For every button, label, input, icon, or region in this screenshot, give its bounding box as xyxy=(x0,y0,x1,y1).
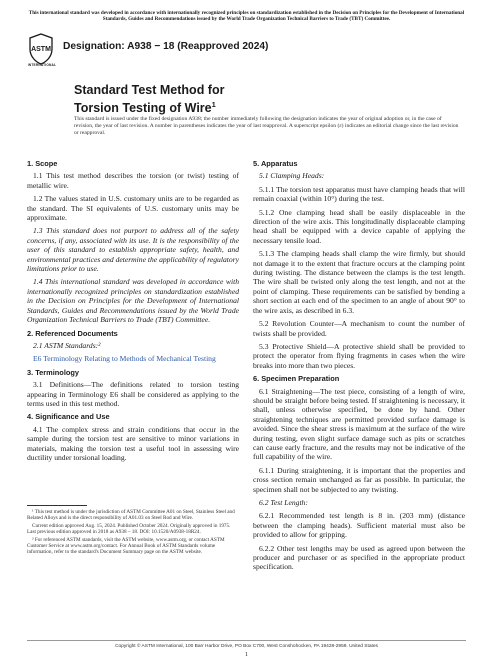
standardization-notice: This international standard was developed in accordance with internationally recognized principles on standardization established in the Decision on Principles for the Development of International Standards, Guides and Recommendations issued by the World Trade Organization Technical Barriers to Trade (TBT) Committee. xyxy=(28,10,465,23)
footnote-divider xyxy=(27,505,87,506)
paragraph-6-2-1: 6.2.1 Recommended test length is 8 in. (203 mm) (distance between the clamping heads). Sufficient material must also be provided to allow for gripping. xyxy=(253,511,465,540)
reference-link-e6[interactable]: E6 Terminology Relating to Methods of Mechanical Testing xyxy=(33,354,216,364)
paragraph-5-1: 5.1 Clamping Heads: xyxy=(259,171,325,181)
paragraph-5-1-2: 5.1.2 One clamping head shall be easily displaceable in the direction of the wire axis. This longitudinally displaceable clamping head shall be equipped with a device capable of applying the necessary tensile load. xyxy=(253,207,465,245)
paragraph-5-2: 5.2 Revolution Counter—A mechanism to count the number of twists shall be provided. xyxy=(253,319,465,338)
page-number: 1 xyxy=(245,652,248,658)
paragraph-5-1-3: 5.1.3 The clamping heads shall clamp the wire firmly, but should not damage it to the extent that fracture occurs at the clamping point during twisting. The distance between the clamps is the test length. The wire shall be twisted only along the test length, and not at the point of clamping. These requirements can be satisfied by bending a short section at each end of the specimen to an angle of about 90° to the wire axis, as described in 6.3. xyxy=(253,249,465,315)
paragraph-2-1: 2.1 ASTM Standards:² xyxy=(33,340,101,350)
paragraph-4-1: 4.1 The complex stress and strain conditions that occur in the sample during the torsion test are sensitive to minor variations in materials, making the torsion test a useful tool in assessing wire ductility under torsional loading. xyxy=(27,424,239,462)
paragraph-5-1-1: 5.1.1 The torsion test apparatus must have clamping heads that will remain coaxial (within 10°) during the test. xyxy=(253,184,465,204)
paragraph-5-3: 5.3 Protective Shield—A protective shield shall be provided to protect the operator from flying fragments in cases when the wire breaks into more than two pieces. xyxy=(253,341,465,370)
title-line-1: Standard Test Method for xyxy=(74,83,225,97)
footnotes xyxy=(27,509,239,557)
title-line-2 xyxy=(74,98,224,116)
title-text: Torsion Testing of Wire xyxy=(74,100,212,115)
footnote-1: ¹ This test method is under the jurisdiction of ASTM Committee A01 on Steel, Stainless Steel and Related Alloys and is the direct responsibility of A01.03 on Steel Rod and Wire. xyxy=(27,509,235,522)
section-heading-apparatus: 5. Apparatus xyxy=(253,159,298,168)
paragraph-6-2-2: 6.2.2 Other test lengths may be used as agreed upon between the producer and purchaser or as specified in the appropriate product specification. xyxy=(253,543,465,572)
paragraph-1-1: 1.1 This test method describes the torsion (or twist) testing of metallic wire. xyxy=(27,171,239,190)
paragraph-6-1-1: 6.1.1 During straightening, it is important that the properties and cross section remain unchanged as far as possible. In particular, the specimen shall not be subjected to any twisting. xyxy=(253,465,465,494)
logo-tag: INTERNATIONAL xyxy=(27,63,57,67)
astm-logo-icon xyxy=(28,33,54,65)
standard-note: This standard is issued under the fixed designation A938; the number immediately following the designation indicates the year of original adoption or, in the case of revision, the year of last revision. A number in parentheses indicates the year of last reapproval. A superscript epsilon (ε) indicates an editorial change since the last revision or reapproval. xyxy=(74,116,459,136)
paragraph-1-3: 1.3 This standard does not purport to address all of the safety concerns, if any, associated with its use. It is the responsibility of the user of this standard to establish appropriate safety, health, and environmental practices and determine the applicability of regulatory limitations prior to use. xyxy=(27,226,239,274)
right-column xyxy=(253,156,465,576)
paragraph-3-1: 3.1 Definitions—The definitions related to torsion testing appearing in Terminology E6 shall be considered as applying to the terms used in this test method. xyxy=(27,380,239,408)
paragraph-1-2: 1.2 The values stated in U.S. customary units are to be regarded as the standard. The SI equivalents of U.S. customary units may be approximate. xyxy=(27,194,239,223)
section-heading-specimen-preparation: 6. Specimen Preparation xyxy=(253,374,340,384)
copyright-footer: Copyright © ASTM International, 100 Barr Harbor Drive, PO Box C700, West Conshohocken, PA 19428-2959. United States xyxy=(115,644,378,649)
paragraph-6-1: 6.1 Straightening—The test piece, consisting of a length of wire, should be straight before being tested. If straightening is necessary, it shall, unless otherwise specified, be done by hand. Other straightening techniques are permitted provided surface damage is avoided. Since the shear stress is maximum at the surface of the wire during testing, even slight surface damage such as pits or scratches can cause early fracture, and the results may not be indicative of the full capability of the wire. xyxy=(253,386,465,462)
paragraph-1-4: 1.4 This international standard was developed in accordance with internationally recognized principles on standardization established in the Decision on Principles for the Development of International Standards, Guides and Recommendations issued by the World Trade Organization Technical Barriers to Trade (TBT) Committee. xyxy=(27,277,239,325)
paragraph-6-2: 6.2 Test Length: xyxy=(259,498,308,507)
section-heading-referenced-documents: 2. Referenced Documents xyxy=(27,328,118,338)
designation: Designation: A938 − 18 (Reapproved 2024) xyxy=(63,41,269,52)
footnote-1-edition: Current edition approved Aug. 15, 2024. Published October 2024. Originally approved in 1975. Last previous edition approved in 2018 as A938 – 18. DOI: 10.1520/A0938-18R24. xyxy=(27,522,231,536)
footnote-2: ² For referenced ASTM standards, visit the ASTM website, www.astm.org, or contact ASTM Customer Service at www.astm.org/contact. For Annual Book of ASTM Standards volume information, refer to the standard's Document Summary page on the ASTM website. xyxy=(27,536,225,556)
title-footnote-mark[interactable]: 1 xyxy=(211,99,216,109)
left-column xyxy=(27,156,239,466)
section-heading-scope: 1. Scope xyxy=(27,159,58,168)
section-heading-significance: 4. Significance and Use xyxy=(27,412,110,422)
page-title xyxy=(74,84,224,115)
svg-text:ASTM: ASTM xyxy=(31,46,51,53)
section-heading-terminology: 3. Terminology xyxy=(27,367,80,377)
footer-divider xyxy=(27,640,466,641)
